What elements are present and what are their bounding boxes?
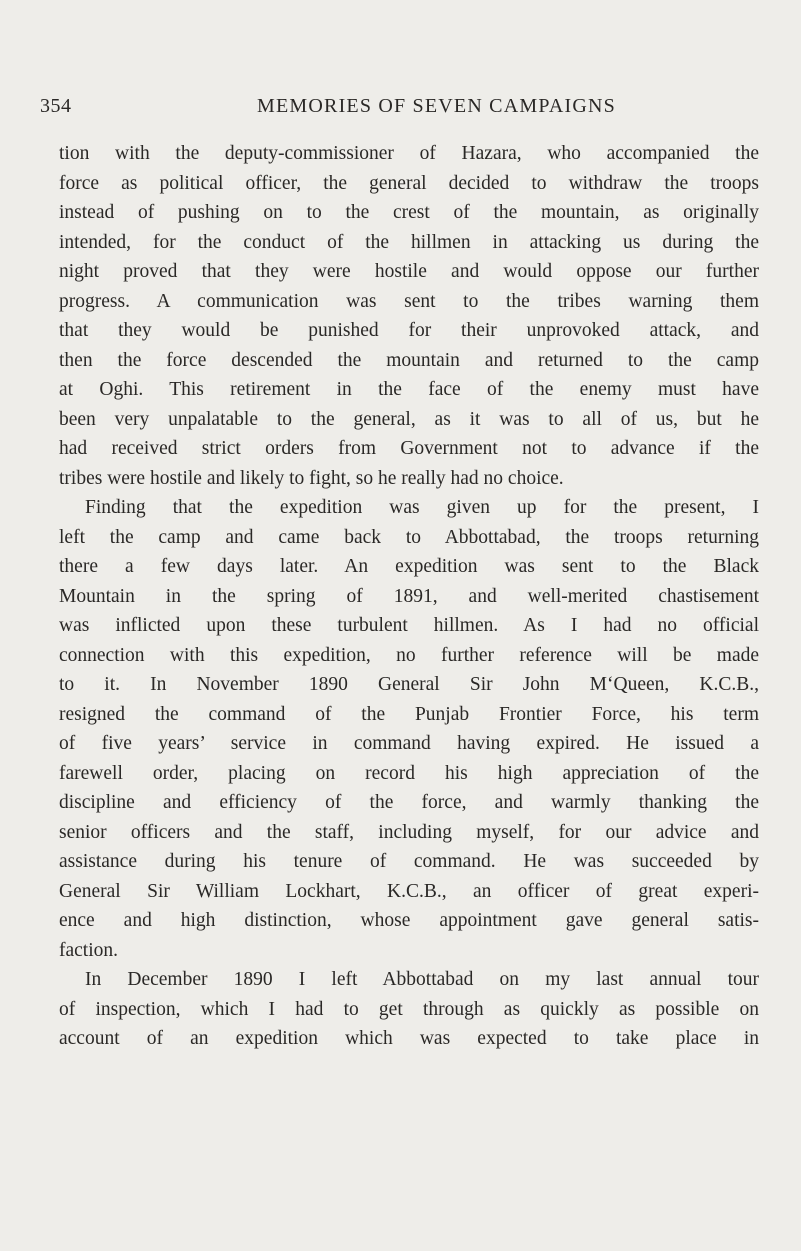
- text-line: been very unpalatable to the general, as it was to all of us, but he: [59, 408, 759, 430]
- text-line: instead of pushing on to the crest of the mountain, as originally: [59, 202, 759, 223]
- text-line: discipline and efficiency of the force, and warmly thanking the: [59, 792, 759, 813]
- page-number: 354: [40, 95, 72, 117]
- running-title: MEMORIES OF SEVEN CAMPAIGNS: [257, 95, 616, 117]
- text-line: of inspection, which I had to get through as quickly as possible on: [59, 998, 759, 1020]
- text-line: General Sir William Lockhart, K.C.B., an officer of great experi-: [59, 880, 759, 902]
- text-line: at Oghi. This retirement in the face of the enemy must have: [59, 379, 759, 400]
- text-line: In December 1890 I left Abbottabad on my last annual tour: [85, 969, 759, 990]
- text-line: Finding that the expedition was given up for the present, I: [85, 497, 759, 518]
- running-head: [0, 95, 801, 125]
- text-line: progress. A communication was sent to the tribes warning them: [59, 290, 759, 312]
- text-line: connection with this expedition, no further reference will be made: [59, 644, 759, 666]
- text-line: night proved that they were hostile and would oppose our further: [59, 261, 759, 282]
- text-line: had received strict orders from Government not to advance if the: [59, 438, 759, 459]
- text-line: then the force descended the mountain and returned to the camp: [59, 349, 759, 371]
- body-text: [59, 139, 759, 1054]
- text-line: assistance during his tenure of command. He was succeeded by: [59, 851, 759, 872]
- text-line: tion with the deputy-commissioner of Hazara, who accompanied the: [59, 143, 759, 164]
- text-line: resigned the command of the Punjab Frontier Force, his term: [59, 703, 759, 725]
- text-line: of five years’ service in command having expired. He issued a: [59, 733, 759, 754]
- text-line: to it. In November 1890 General Sir John M‘Queen, K.C.B.,: [59, 674, 759, 695]
- text-line: faction.: [59, 939, 119, 961]
- text-line: farewell order, placing on record his high appreciation of the: [59, 762, 759, 784]
- text-line: there a few days later. An expedition was sent to the Black: [59, 556, 759, 577]
- text-line: force as political officer, the general decided to withdraw the troops: [59, 172, 759, 194]
- text-line: tribes were hostile and likely to fight, so he really had no choice.: [59, 467, 564, 489]
- text-line: senior officers and the staff, including myself, for our advice and: [59, 821, 759, 843]
- text-line: account of an expedition which was expected to take place in: [59, 1028, 759, 1049]
- text-line: that they would be punished for their unprovoked attack, and: [59, 320, 759, 341]
- text-line: intended, for the conduct of the hillmen in attacking us during the: [59, 231, 759, 253]
- text-line: was inflicted upon these turbulent hillmen. As I had no official: [59, 615, 759, 636]
- text-line: ence and high distinction, whose appointment gave general satis-: [59, 910, 759, 931]
- text-line: left the camp and came back to Abbottabad, the troops returning: [59, 526, 759, 548]
- text-line: Mountain in the spring of 1891, and well-merited chastisement: [59, 585, 759, 607]
